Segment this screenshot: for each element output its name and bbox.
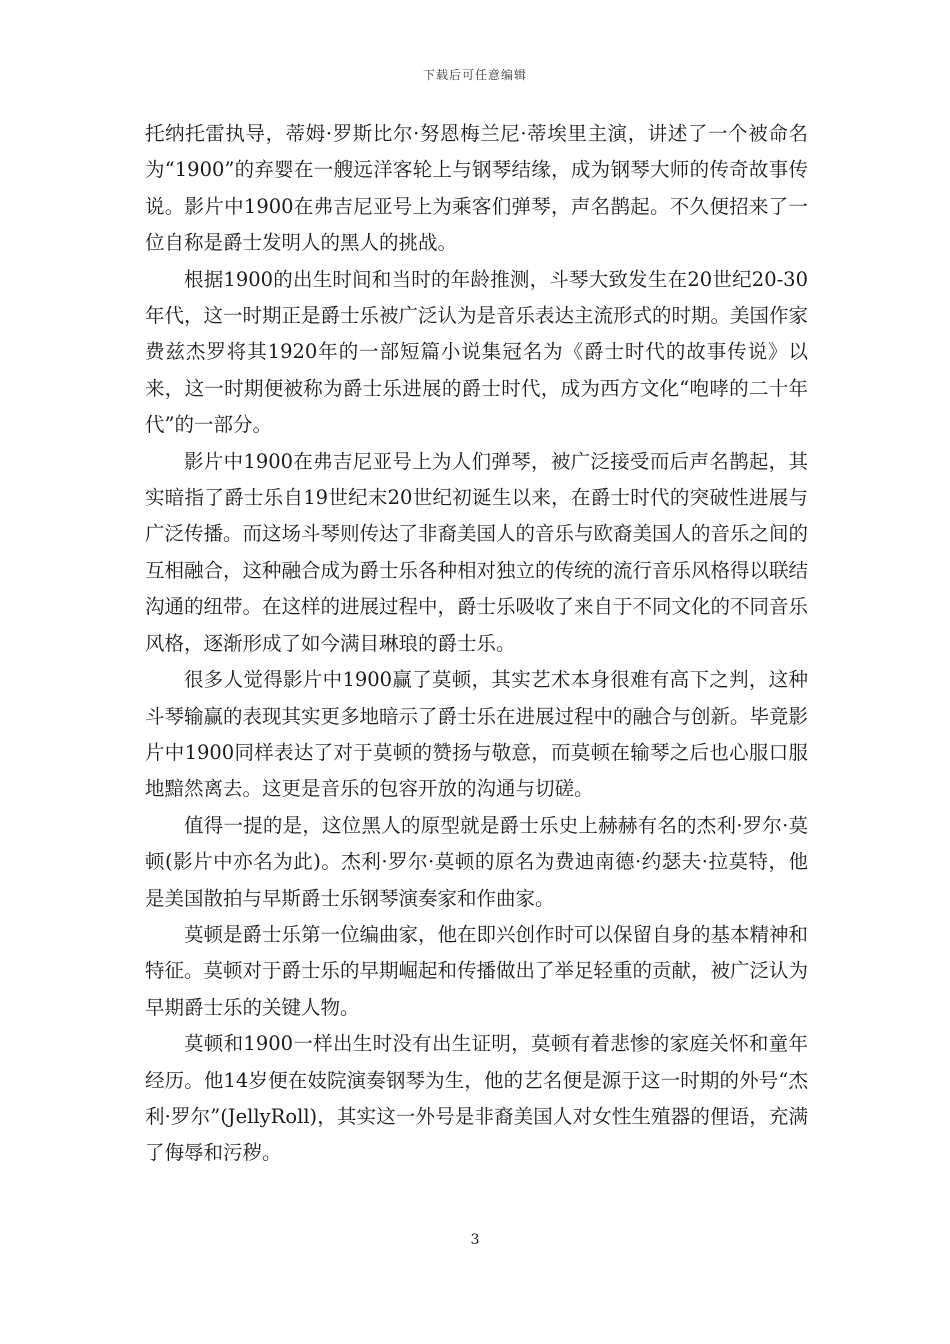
paragraph: 根据1900的出生时间和当时的年龄推测，斗琴大致发生在20世纪20-30年代，这一时期正是爵士乐被广泛认为是音乐表达主流形式的时期。美国作家费兹杰罗将其1920年的一部短篇小说集冠名为《爵士时代的故事传说》以来，这一时期便被称为爵士乐进展的爵士时代，成为西方文化“咆哮的二十年代”的一部分。 [145, 267, 809, 437]
paragraph: 莫顿是爵士乐第一位编曲家，他在即兴创作时可以保留自身的基本精神和特征。莫顿对于爵士乐的早期崛起和传播做出了举足轻重的贡献，被广泛认为早期爵士乐的关键人物。 [145, 922, 809, 1019]
document-body [145, 116, 808, 1172]
paragraph: 值得一提的是，这位黑人的原型就是爵士乐史上赫赫有名的杰利·罗尔·莫顿(影片中亦名为此)。杰利·罗尔·莫顿的原名为费迪南德·约瑟夫·拉莫特，他是美国散拍与早斯爵士乐钢琴演奏家和作曲家。 [145, 813, 808, 910]
paragraph: 很多人觉得影片中1900赢了莫顿，其实艺术本身很难有高下之判，这种斗琴输赢的表现其实更多地暗示了爵士乐在进展过程中的融合与创新。毕竟影片中1900同样表达了对于莫顿的赞扬与敬意，而莫顿在输琴之后也心服口服地黯然离去。这更是音乐的包容开放的沟通与切磋。 [145, 668, 809, 801]
paragraph: 影片中1900在弗吉尼亚号上为人们弹琴，被广泛接受而后声名鹊起，其实暗指了爵士乐自19世纪末20世纪初诞生以来，在爵士时代的突破性进展与广泛传播。而这场斗琴则传达了非裔美国人的音乐与欧裔美国人的音乐之间的互相融合，这种融合成为爵士乐各种相对独立的传统的流行音乐风格得以联结沟通的纽带。在这样的进展过程中，爵士乐吸收了来自于不同文化的不同音乐风格，逐渐形成了如今满目琳琅的爵士乐。 [145, 449, 809, 655]
page-number: 3 [470, 1232, 480, 1248]
paragraph: 托纳托雷执导，蒂姆·罗斯比尔·努恩梅兰尼·蒂埃里主演，讲述了一个被命名为“1900”的弃婴在一艘远洋客轮上与钢琴结缘，成为钢琴大师的传奇故事传说。影片中1900在弗吉尼亚号上为乘客们弹琴，声名鹊起。不久便招来了一位自称是爵士发明人的黑人的挑战。 [145, 122, 808, 255]
paragraph: 莫顿和1900一样出生时没有出生证明，莫顿有着悲惨的家庭关怀和童年经历。他14岁便在妓院演奏钢琴为生，他的艺名便是源于这一时期的外号“杰利·罗尔”(JellyRoll)，其实这一外号是非裔美国人对女性生殖器的俚语，充满了侮辱和污秽。 [145, 1032, 808, 1165]
page-header: 下载后可任意编辑 [422, 68, 527, 82]
